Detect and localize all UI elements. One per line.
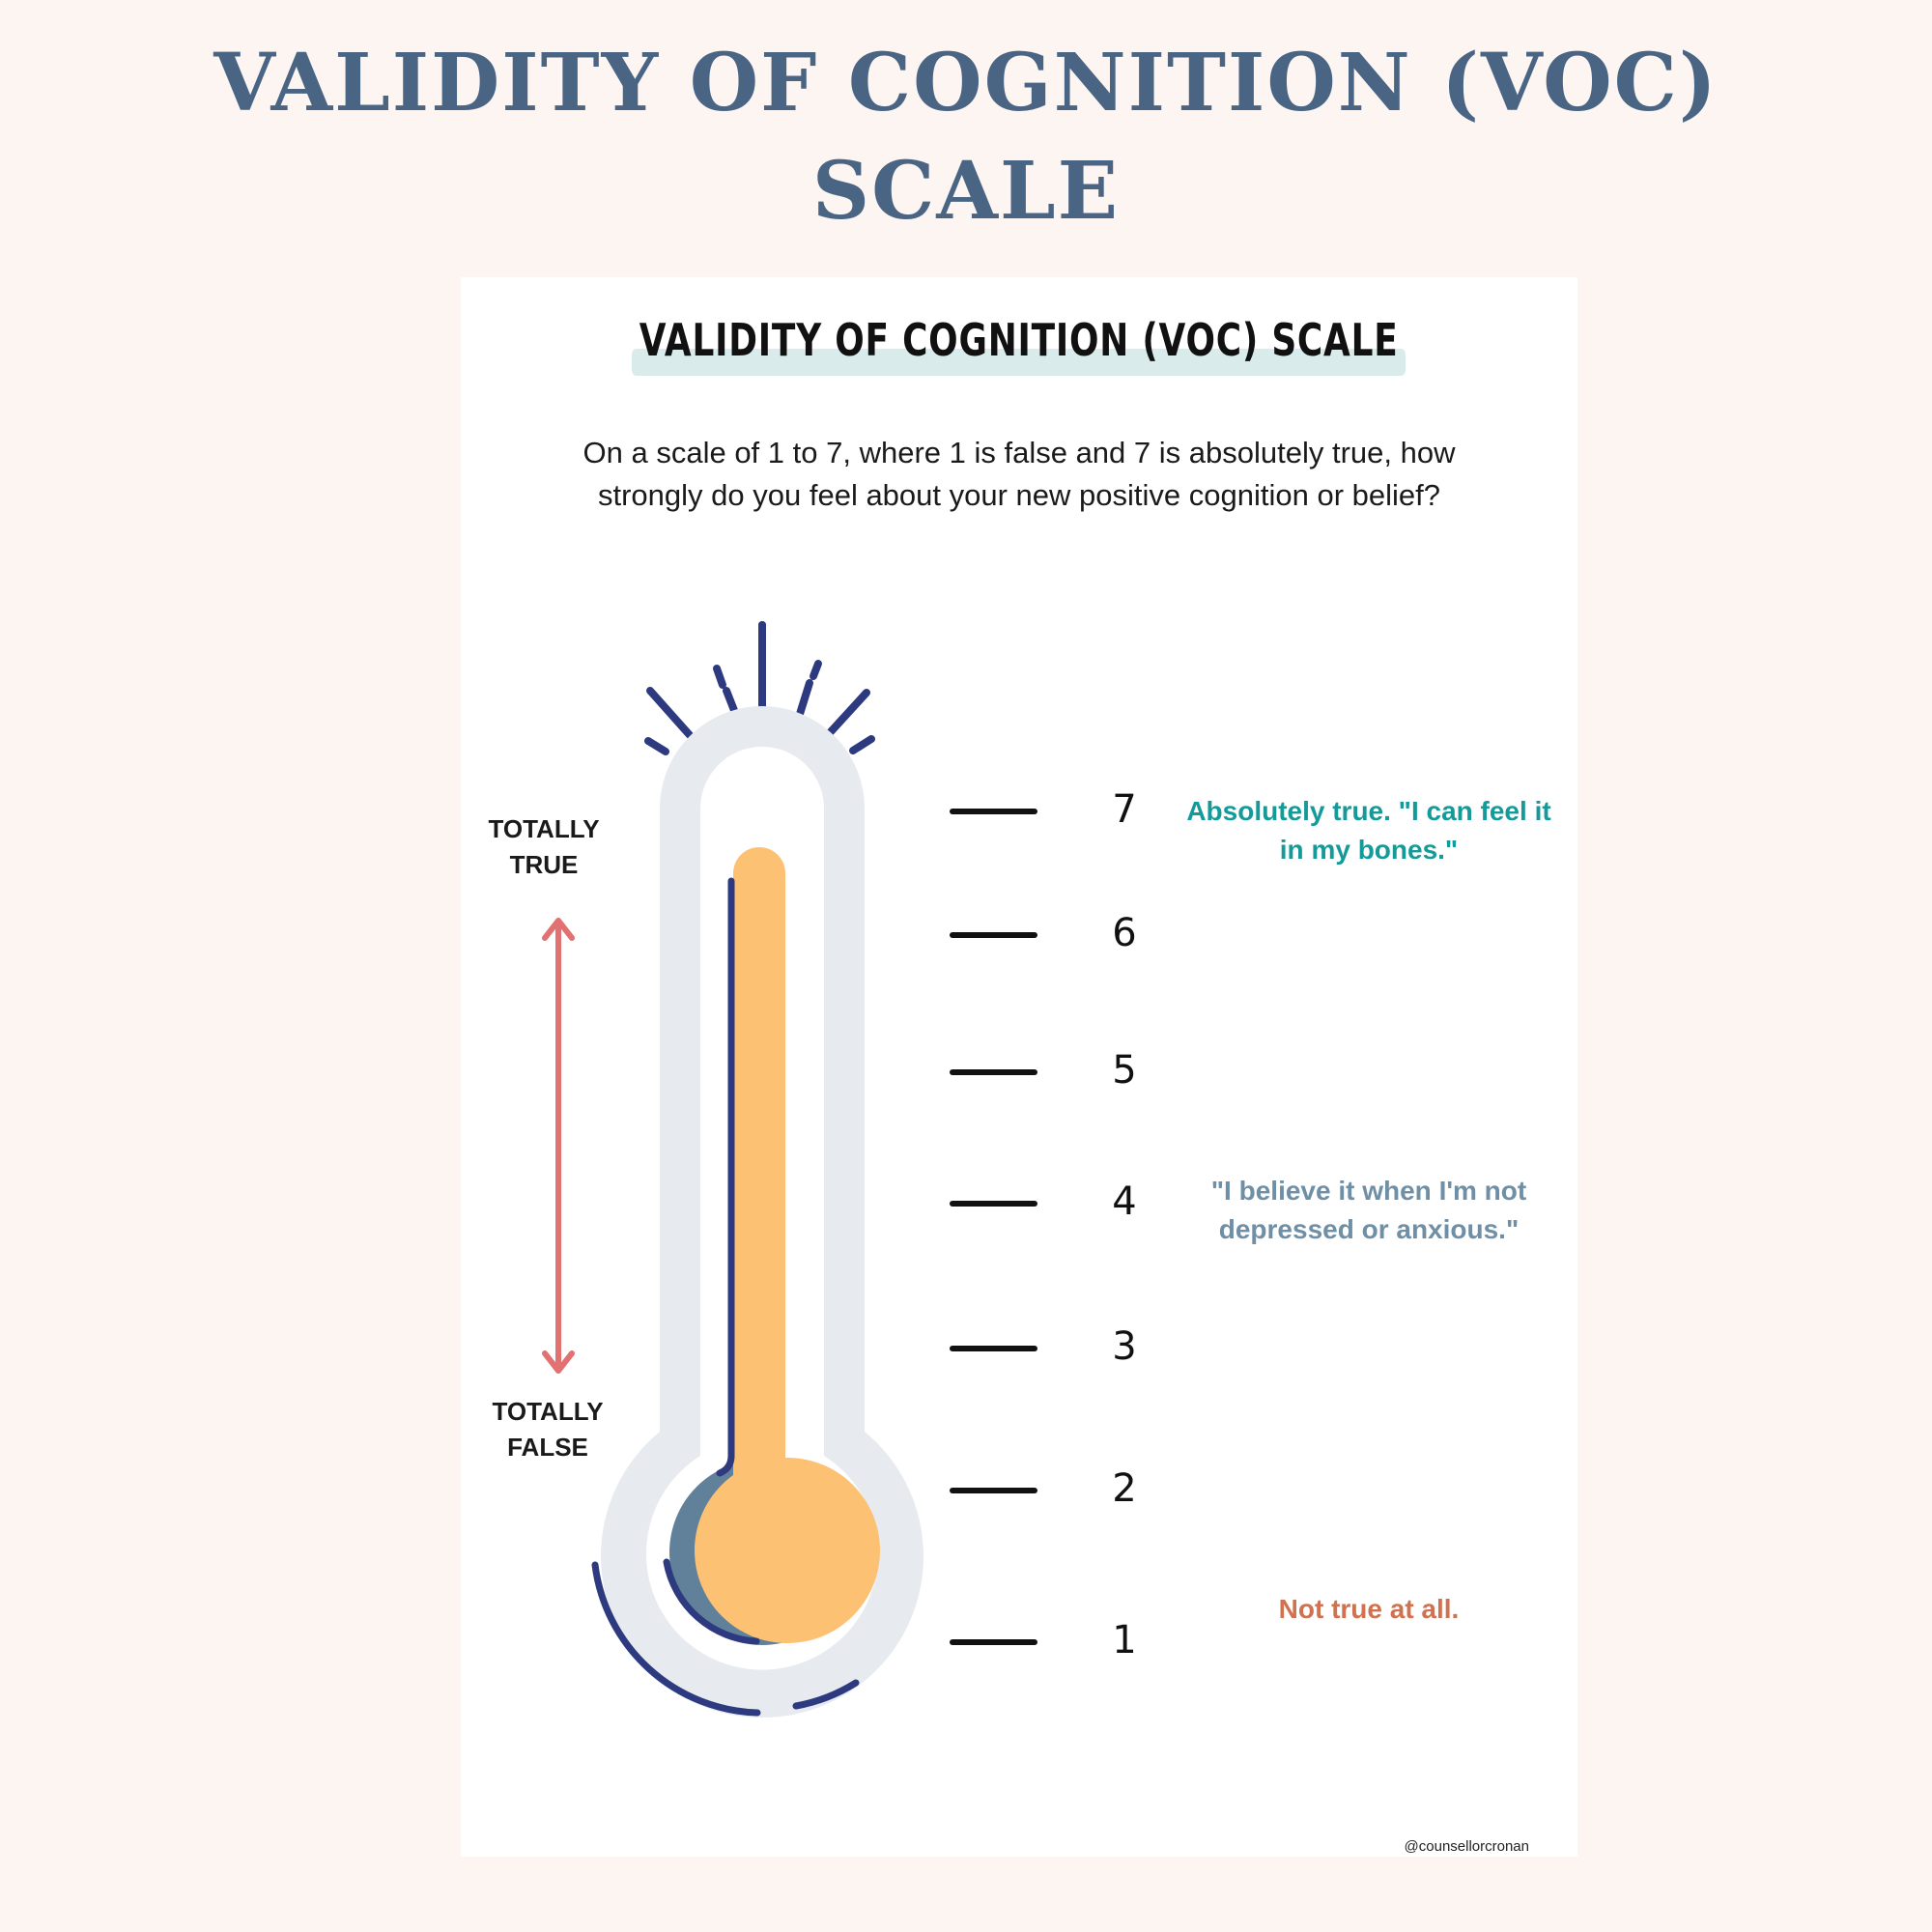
page-heading [0,29,1932,245]
infographic-card [461,277,1577,1857]
level-2: 2 [1112,1466,1137,1511]
level-3: 3 [1112,1324,1137,1369]
mercury-bulb [695,1458,880,1643]
true-false-arrow [545,921,572,1371]
intro-text: On a scale of 1 to 7, where 1 is false and 7 is absolutely true, how strongly do you feel about your new positive cognition or belief? [582,436,1456,512]
burst-line-left-inner [717,668,723,685]
level-6: 6 [1112,911,1137,955]
burst-line-left-short [648,741,666,752]
burst-line-right-inner-long [800,683,810,714]
label-totally-true: TOTALLY TRUE [488,814,600,879]
level-1: 1 [1112,1618,1137,1662]
label-totally-false: TOTALLY FALSE [492,1397,604,1462]
burst-line-right-outer [826,693,867,737]
author-credit: @counsellorcronan [1404,1838,1529,1855]
mercury-column [733,847,785,1523]
page-heading-line2: SCALE [811,145,1121,238]
scale-ticks [952,811,1035,1642]
card-title-text: VALIDITY OF COGNITION (VOC) SCALE [639,314,1399,366]
level-4: 4 [1112,1179,1137,1224]
description-level-7: Absolutely true. "I can feel it in my bones." [1186,796,1551,865]
description-level-4: "I believe it when I'm not depressed or anxious." [1210,1176,1527,1244]
page-heading-line1: VALIDITY OF COGNITION (VOC) [213,37,1719,129]
level-5: 5 [1112,1048,1137,1093]
burst-line-right-short [853,739,871,751]
level-7: 7 [1112,787,1137,832]
burst-line-right-inner [813,664,818,676]
description-level-1: Not true at all. [1278,1594,1460,1624]
burst-line-left-outer [650,691,690,735]
